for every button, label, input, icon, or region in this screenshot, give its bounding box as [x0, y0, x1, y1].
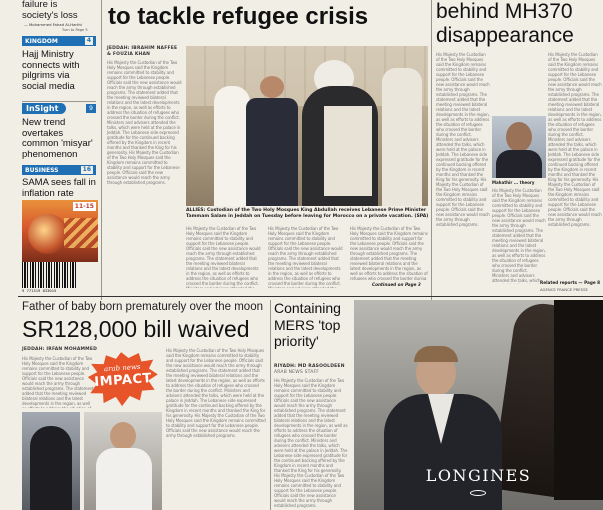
father-photo-2-head: [110, 422, 136, 450]
mers-headline[interactable]: Containing MERS 'top priority': [274, 300, 341, 349]
kingdom-section-bar[interactable]: [22, 36, 96, 46]
kingdom-label: KINGDOM: [25, 37, 58, 45]
mahathir-head: [506, 122, 532, 152]
insight-label: InSight: [22, 103, 66, 114]
barcode-number: 9 771319 833015: [22, 288, 57, 293]
lead-body-column-4: [350, 226, 428, 280]
lead-photo[interactable]: [186, 46, 428, 206]
lead-body-column-1: [107, 60, 182, 210]
lead-byline-2: & FOUZIA KHAN: [107, 52, 151, 57]
mh370-photo[interactable]: [492, 116, 546, 178]
mh370-credit: AGENCE FRANCE PRESSE: [540, 287, 588, 292]
father-body-column-1: [22, 356, 94, 408]
bottom-divider-1: [270, 300, 271, 510]
lead-continued[interactable]: Continued on Page 3: [372, 282, 421, 287]
mh370-photo-caption: Mahathir ... theory: [492, 180, 535, 185]
father-byline: JEDDAH: IRFAN MOHAMMED: [22, 347, 98, 352]
mers-byline: RIYADH: MD RASOOLDEEN: [274, 364, 345, 369]
ad-brand: LONGINES: [425, 466, 532, 485]
fold-rule: [18, 296, 603, 297]
mh370-body-column-1: [436, 52, 490, 288]
top-snippet: failure is society's loss: [22, 0, 78, 21]
impact-badge[interactable]: [86, 350, 160, 409]
father-photo-1-figure: [30, 426, 72, 510]
photo-figure-3: [246, 98, 298, 206]
mahathir-body: [496, 150, 542, 178]
lead-body-column-3: [268, 226, 344, 288]
kingdom-headline[interactable]: Hajj Ministry connects with pilgrims via social media: [22, 49, 80, 92]
mh370-related[interactable]: Related reports — Page 8: [540, 280, 601, 285]
mh370-headline[interactable]: behind MH370 disappearance: [436, 0, 574, 47]
photo-figure-2: [260, 76, 284, 98]
lead-body-column-2: [186, 226, 262, 288]
ad-page-range: 11-15: [74, 203, 94, 210]
longines-ad[interactable]: [354, 300, 603, 510]
ad-brand-logo: [470, 490, 486, 496]
ad-rider-hair: [414, 346, 458, 362]
ad-stripe: [64, 218, 98, 248]
insight-headline[interactable]: New trend overtakes common 'misyar' phenomenon: [22, 117, 93, 160]
father-photo-2-body: [96, 448, 152, 510]
ad-graphic: [28, 214, 68, 254]
mh370-body-column-2: [548, 52, 602, 288]
lead-headline[interactable]: to tackle refugee crisis: [108, 3, 369, 30]
father-body-column-2: [166, 348, 266, 510]
business-label: BUSINESS: [25, 166, 59, 174]
photo-figure-7: [382, 68, 422, 206]
center-divider: [431, 0, 432, 300]
top-snippet-byline: — Mohammed Fahad Al-Harthi: [24, 22, 82, 27]
father-photo-2[interactable]: [84, 412, 162, 510]
barcode: [22, 262, 76, 288]
impact-label-main: IMPACT: [93, 371, 153, 390]
impact-label-top: arab news: [103, 362, 141, 374]
left-column-divider: [101, 0, 102, 300]
father-kicker[interactable]: Father of baby born prematurely over the moon: [22, 301, 263, 313]
mh370-body-column-mid: [492, 188, 546, 284]
insight-section-bar[interactable]: [22, 101, 96, 114]
photo-figure-6: [324, 106, 372, 196]
mers-byline-sub: ARAB NEWS STAFF: [274, 370, 320, 375]
lead-photo-caption: ALLIES: Custodian of the Two Holy Mosques King Abdullah receives Lebanese Prime Minister Tammam Salam in Jeddah on Tuesday before leaving for Morocco on a private vacation. (SPA): [186, 208, 429, 219]
left-ad-block[interactable]: [22, 200, 98, 262]
insight-page-number: 9: [86, 104, 96, 113]
kingdom-page-number: 4: [86, 37, 91, 44]
mers-body: [274, 378, 348, 510]
business-section-bar[interactable]: [22, 165, 96, 175]
lead-byline-1: JEDDAH: IBRAHIM NAFFEE: [107, 46, 178, 51]
father-photo-1[interactable]: [22, 412, 80, 510]
father-headline[interactable]: SR128,000 bill waived: [22, 316, 250, 342]
top-snippet-turn: Turn to Page 5: [62, 28, 88, 32]
photo-figure-1: [214, 86, 250, 206]
business-page-number: 16: [82, 166, 91, 173]
business-headline[interactable]: SAMA sees fall in inflation rate: [22, 177, 96, 199]
